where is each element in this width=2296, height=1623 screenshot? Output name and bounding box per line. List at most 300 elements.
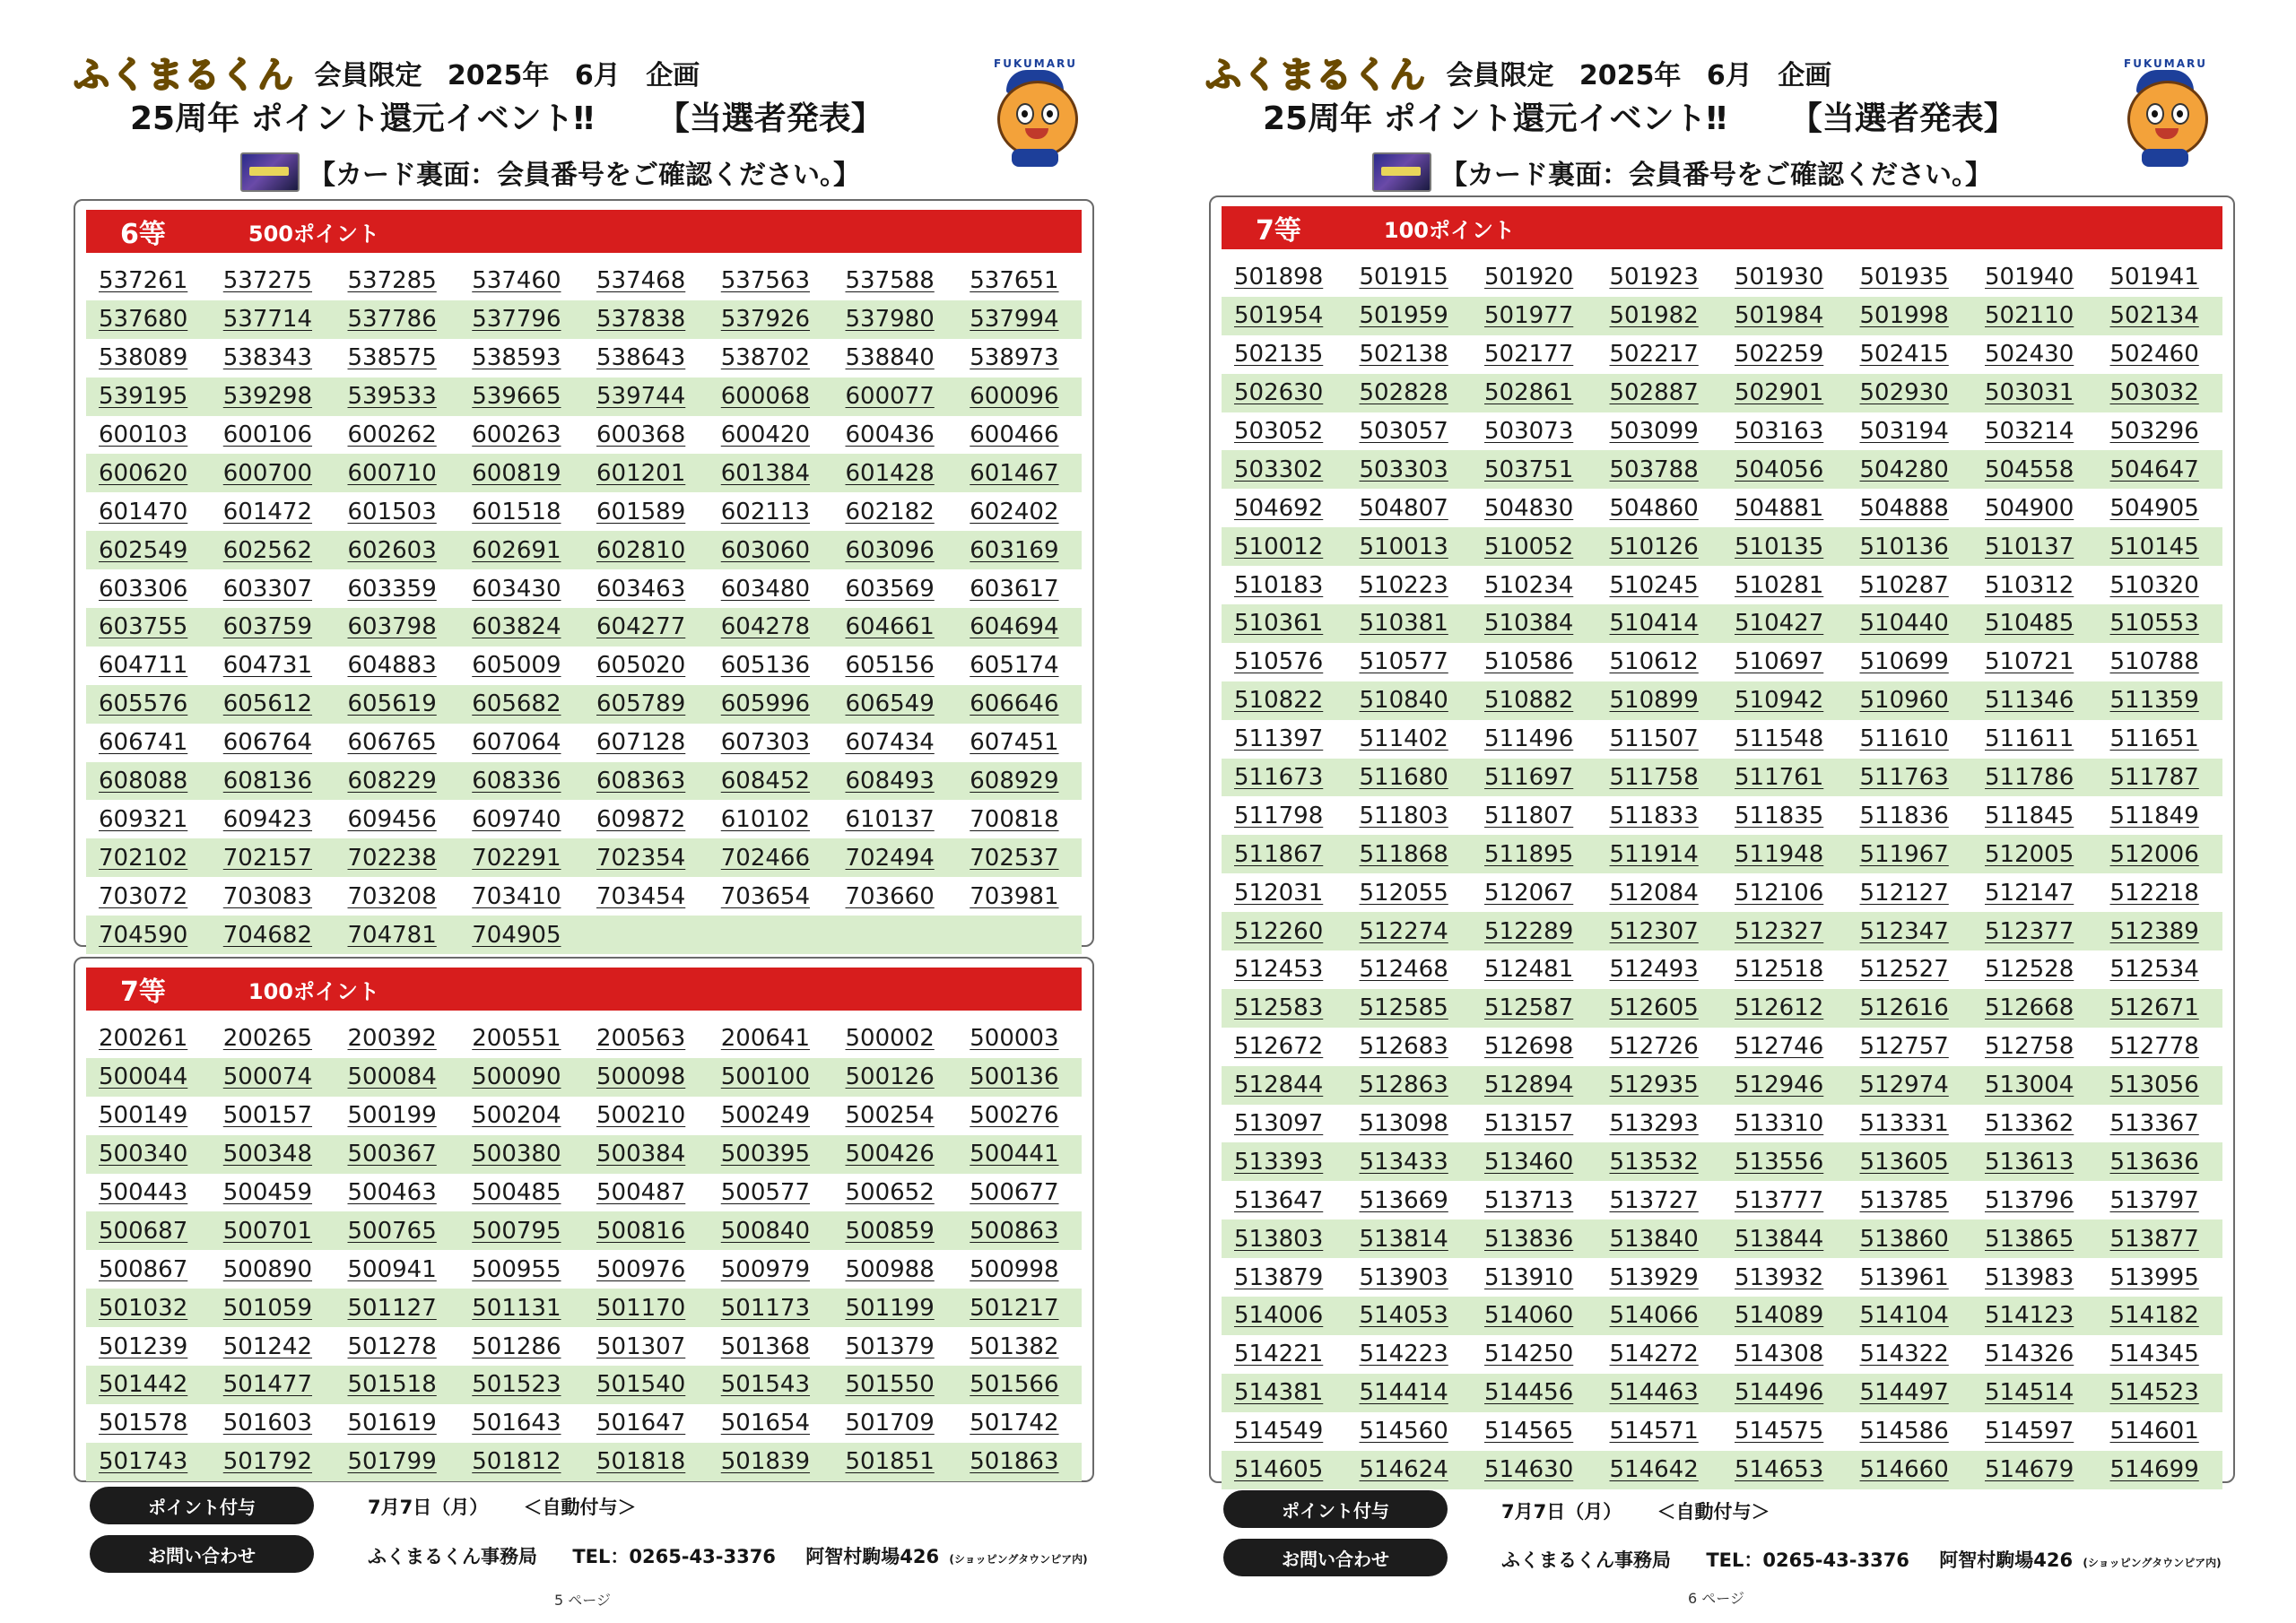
member-number: 512377 <box>1985 917 2074 945</box>
mascot-eye-left <box>2146 103 2164 125</box>
page-number-5: 5 ページ <box>554 1592 611 1609</box>
member-number: 537680 <box>99 306 188 334</box>
member-number: 513556 <box>1735 1148 1824 1176</box>
member-number: 513840 <box>1609 1225 1699 1253</box>
member-number: 603798 <box>347 613 437 641</box>
member-number: 605009 <box>472 652 561 680</box>
member-number: 513879 <box>1234 1263 1324 1291</box>
member-number: 503052 <box>1234 418 1324 445</box>
table-row <box>1222 527 2222 566</box>
member-number: 500426 <box>845 1141 935 1168</box>
member-number: 514624 <box>1359 1456 1448 1484</box>
page-6 <box>1148 0 2296 1623</box>
member-number: 501242 <box>222 1332 313 1360</box>
member-number: 514699 <box>2109 1456 2199 1484</box>
member-number: 500136 <box>970 1063 1059 1091</box>
member-number: 603359 <box>347 575 437 603</box>
member-number: 511402 <box>1359 725 1448 753</box>
member-number: 501307 <box>596 1332 686 1360</box>
member-number: 604883 <box>347 652 437 680</box>
member-number: 501923 <box>1609 264 1699 291</box>
member-number: 504558 <box>1985 456 2074 483</box>
member-number: 512668 <box>1985 994 2074 1022</box>
table-row <box>1222 1258 2222 1297</box>
member-number: 600068 <box>720 383 811 411</box>
office-address: 阿智村駒場426 <box>805 1546 940 1567</box>
table-row <box>1222 297 2222 335</box>
mascot-eye-right <box>2171 103 2189 125</box>
class6-points: 500ポイント <box>248 221 379 247</box>
member-number: 608336 <box>472 768 561 795</box>
member-number: 606764 <box>222 729 313 757</box>
class7-number-grid <box>86 1020 1082 1481</box>
office-address-note: (ショッピングタウンピア内) <box>2083 1557 2222 1569</box>
member-number: 603617 <box>970 575 1059 603</box>
member-number: 200563 <box>596 1025 686 1053</box>
member-number: 503751 <box>1484 456 1574 483</box>
member-number: 513056 <box>2109 1072 2199 1099</box>
member-number: 510012 <box>1234 533 1324 560</box>
table-row <box>86 1366 1082 1404</box>
member-number: 513797 <box>2109 1186 2199 1214</box>
table-row <box>1222 1066 2222 1105</box>
member-number: 510840 <box>1359 687 1448 715</box>
member-number: 501743 <box>99 1448 188 1476</box>
member-number: 605156 <box>845 652 935 680</box>
member-number: 501954 <box>1234 302 1324 330</box>
member-number: 600466 <box>970 421 1059 448</box>
member-number: 513669 <box>1359 1186 1448 1214</box>
member-number: 537838 <box>596 306 686 334</box>
member-number: 608493 <box>845 768 935 795</box>
member-number: 703072 <box>99 882 188 910</box>
member-number: 703454 <box>596 882 686 910</box>
member-number: 513929 <box>1609 1263 1699 1291</box>
member-number: 538643 <box>596 344 686 372</box>
table-row <box>1222 873 2222 912</box>
member-number: 603759 <box>222 613 313 641</box>
member-number: 512067 <box>1484 879 1574 907</box>
member-number: 510414 <box>1609 610 1699 638</box>
member-number: 511697 <box>1484 764 1574 792</box>
member-number: 608136 <box>222 768 313 795</box>
member-number: 510013 <box>1359 533 1448 560</box>
member-number: 500348 <box>222 1141 313 1168</box>
card-icon <box>1372 152 1431 192</box>
member-number: 603430 <box>472 575 561 603</box>
member-number: 503032 <box>2109 379 2199 407</box>
table-row <box>86 800 1082 838</box>
member-number: 703083 <box>222 882 313 910</box>
member-number: 601428 <box>845 459 935 487</box>
member-number: 510126 <box>1609 533 1699 560</box>
member-number: 500577 <box>720 1179 811 1206</box>
member-number: 513903 <box>1359 1263 1448 1291</box>
member-number: 501930 <box>1735 264 1824 291</box>
table-row <box>86 569 1082 608</box>
member-number: 601589 <box>596 498 686 525</box>
member-number: 512493 <box>1609 956 1699 984</box>
class7-number-grid <box>1222 258 2222 1489</box>
member-number: 513532 <box>1609 1148 1699 1176</box>
member-number: 500100 <box>720 1063 811 1091</box>
member-number: 537651 <box>970 267 1059 295</box>
member-number: 200392 <box>347 1025 437 1053</box>
member-number: 609872 <box>596 805 686 833</box>
member-number: 702354 <box>596 844 686 872</box>
member-number: 514653 <box>1735 1456 1824 1484</box>
header-plan: 企画 <box>1778 60 1832 91</box>
panel-class7 <box>1209 195 2235 1483</box>
points-award-info <box>368 1493 637 1520</box>
panel-class7 <box>74 957 1094 1482</box>
member-number: 514123 <box>1985 1302 2074 1330</box>
member-number: 601518 <box>472 498 561 525</box>
member-number: 702494 <box>845 844 935 872</box>
member-number: 500367 <box>347 1141 437 1168</box>
member-number: 510576 <box>1234 648 1324 676</box>
member-number: 504860 <box>1609 494 1699 522</box>
member-number: 500955 <box>472 1255 561 1283</box>
table-row <box>1222 681 2222 720</box>
member-number: 512672 <box>1234 1033 1324 1061</box>
member-number: 511680 <box>1359 764 1448 792</box>
mascot-feet <box>2142 149 2188 167</box>
member-number: 200261 <box>99 1025 188 1053</box>
member-number: 503194 <box>1859 418 1949 445</box>
member-number: 704905 <box>472 921 561 949</box>
member-number: 501647 <box>596 1410 686 1437</box>
member-number: 500210 <box>596 1102 686 1130</box>
member-number: 501920 <box>1484 264 1574 291</box>
header-line2 <box>1263 93 2016 139</box>
member-number: 511807 <box>1484 802 1574 829</box>
member-number: 603463 <box>596 575 686 603</box>
member-number: 538973 <box>970 344 1059 372</box>
member-number: 537275 <box>222 267 313 295</box>
member-number: 514497 <box>1859 1379 1949 1407</box>
member-number: 513362 <box>1985 1110 2074 1138</box>
member-number: 504056 <box>1735 456 1824 483</box>
member-number: 537468 <box>596 267 686 295</box>
mascot-icon <box>976 54 1094 170</box>
member-number: 514575 <box>1735 1418 1824 1445</box>
office-tel: TEL：0265-43-3376 <box>572 1546 776 1567</box>
member-number: 538575 <box>347 344 437 372</box>
member-number: 504647 <box>2109 456 2199 483</box>
member-number: 512863 <box>1359 1072 1448 1099</box>
table-row <box>1222 412 2222 451</box>
member-number: 512147 <box>1985 879 2074 907</box>
member-number: 606646 <box>970 690 1059 718</box>
member-number: 512726 <box>1609 1033 1699 1061</box>
member-number: 510381 <box>1359 610 1448 638</box>
points-note: ＜自動付与＞ <box>1657 1501 1770 1523</box>
member-number: 501368 <box>720 1332 811 1360</box>
member-number: 510135 <box>1735 533 1824 560</box>
member-number: 500487 <box>596 1179 686 1206</box>
table-row <box>1222 912 2222 950</box>
member-number: 513367 <box>2109 1110 2199 1138</box>
member-number: 608229 <box>347 768 437 795</box>
member-number: 513331 <box>1859 1110 1949 1138</box>
member-number: 510788 <box>2109 648 2199 676</box>
member-number: 703654 <box>720 882 811 910</box>
header-line2 <box>130 93 883 139</box>
member-number: 513004 <box>1985 1072 2074 1099</box>
mascot-eye-right <box>1041 103 1059 125</box>
member-number: 501959 <box>1359 302 1448 330</box>
member-number: 500441 <box>970 1141 1059 1168</box>
card-instruction: 【カード裏面：会員番号をご確認ください。】 <box>309 160 860 191</box>
header-year: 2025年 <box>1578 60 1682 91</box>
member-number: 602182 <box>845 498 935 525</box>
member-number: 500795 <box>472 1217 561 1245</box>
member-number: 511496 <box>1484 725 1574 753</box>
member-number: 601467 <box>970 459 1059 487</box>
member-number: 500976 <box>596 1255 686 1283</box>
member-number: 504280 <box>1859 456 1949 483</box>
mascot-label: FUKUMARU <box>994 57 1077 70</box>
header-month: 6月 <box>574 60 621 91</box>
brand-logo: ふくまるくん <box>1205 55 1426 96</box>
member-number: 513814 <box>1359 1225 1448 1253</box>
member-number: 513785 <box>1859 1186 1949 1214</box>
member-number: 501818 <box>596 1448 686 1476</box>
member-number: 500998 <box>970 1255 1059 1283</box>
header-month: 6月 <box>1706 60 1752 91</box>
member-number: 512528 <box>1985 956 2074 984</box>
header-year: 2025年 <box>447 60 550 91</box>
header-plan: 企画 <box>646 60 700 91</box>
member-number: 514221 <box>1234 1341 1324 1368</box>
member-number: 510612 <box>1609 648 1699 676</box>
member-number: 600700 <box>222 459 313 487</box>
member-number: 514601 <box>2109 1418 2199 1445</box>
member-number: 511835 <box>1735 802 1824 829</box>
member-number: 603096 <box>845 536 935 564</box>
member-number: 513777 <box>1735 1186 1824 1214</box>
member-number: 539744 <box>596 383 686 411</box>
points-date: 7月7日（月） <box>368 1497 489 1518</box>
member-number: 503296 <box>2109 418 2199 445</box>
member-number: 501199 <box>845 1294 935 1322</box>
member-number: 500384 <box>596 1141 686 1168</box>
office-address-note: (ショッピングタウンピア内) <box>949 1553 1088 1566</box>
member-number: 512757 <box>1859 1033 1949 1061</box>
member-number: 500443 <box>99 1179 188 1206</box>
table-row <box>86 262 1082 300</box>
member-number: 514560 <box>1359 1418 1448 1445</box>
member-number: 512974 <box>1859 1072 1949 1099</box>
member-number: 607451 <box>970 729 1059 757</box>
member-number: 500863 <box>970 1217 1059 1245</box>
member-number: 503057 <box>1359 418 1448 445</box>
class6-number-grid <box>86 262 1082 954</box>
table-row <box>86 1327 1082 1366</box>
member-number: 608929 <box>970 768 1059 795</box>
member-number: 501540 <box>596 1371 686 1399</box>
member-number: 501863 <box>970 1448 1059 1476</box>
member-number: 501982 <box>1609 302 1699 330</box>
member-number: 501898 <box>1234 264 1324 291</box>
member-number: 604278 <box>720 613 811 641</box>
member-number: 511548 <box>1735 725 1824 753</box>
member-number: 514308 <box>1735 1341 1824 1368</box>
member-number: 514565 <box>1484 1418 1574 1445</box>
member-number: 501941 <box>2109 264 2199 291</box>
table-row <box>86 1404 1082 1443</box>
member-number: 500485 <box>472 1179 561 1206</box>
member-number: 608088 <box>99 768 188 795</box>
member-number: 703208 <box>347 882 437 910</box>
member-number: 503214 <box>1985 418 2074 445</box>
table-row <box>1222 335 2222 374</box>
class7-band <box>1222 206 2222 249</box>
member-number: 514345 <box>2109 1341 2199 1368</box>
member-number: 604731 <box>222 652 313 680</box>
member-number: 512389 <box>2109 917 2199 945</box>
member-number: 605619 <box>347 690 437 718</box>
member-number: 511849 <box>2109 802 2199 829</box>
office-tel: TEL：0265-43-3376 <box>1706 1549 1909 1571</box>
member-number: 500340 <box>99 1141 188 1168</box>
member-number: 500249 <box>720 1102 811 1130</box>
mascot-label: FUKUMARU <box>2124 57 2207 70</box>
member-number: 539533 <box>347 383 437 411</box>
member-number: 501709 <box>845 1410 935 1437</box>
member-number: 603306 <box>99 575 188 603</box>
member-number: 200641 <box>720 1025 811 1053</box>
member-number: 502460 <box>2109 341 2199 369</box>
member-number: 511651 <box>2109 725 2199 753</box>
member-number: 602691 <box>472 536 561 564</box>
mascot-head <box>997 81 1078 158</box>
member-number: 504830 <box>1484 494 1574 522</box>
brand-logo: ふくまるくん <box>74 55 294 96</box>
member-number: 501170 <box>596 1294 686 1322</box>
member-number: 601201 <box>596 459 686 487</box>
member-number: 501523 <box>472 1371 561 1399</box>
member-number: 500677 <box>970 1179 1059 1206</box>
table-row <box>86 339 1082 378</box>
member-number: 703981 <box>970 882 1059 910</box>
table-row <box>1222 1219 2222 1258</box>
member-number: 511787 <box>2109 764 2199 792</box>
office-address: 阿智村駒場426 <box>1939 1549 2074 1571</box>
member-number: 502259 <box>1735 341 1824 369</box>
member-number: 600096 <box>970 383 1059 411</box>
member-number: 704682 <box>222 921 313 949</box>
member-number: 605576 <box>99 690 188 718</box>
member-number: 510145 <box>2109 533 2199 560</box>
member-number: 510223 <box>1359 571 1448 599</box>
member-number: 603480 <box>720 575 811 603</box>
member-number: 510882 <box>1484 687 1574 715</box>
header-members: 会員限定 <box>1446 60 1554 91</box>
contact-info <box>1501 1546 2222 1573</box>
member-number: 514326 <box>1985 1341 2074 1368</box>
class7-label: 7等 <box>1256 215 1301 247</box>
member-number: 500687 <box>99 1217 188 1245</box>
member-number: 512106 <box>1735 879 1824 907</box>
member-number: 502828 <box>1359 379 1448 407</box>
member-number: 513097 <box>1234 1110 1324 1138</box>
member-number: 512453 <box>1234 956 1324 984</box>
member-number: 514414 <box>1359 1379 1448 1407</box>
member-number: 514089 <box>1735 1302 1824 1330</box>
member-number: 500254 <box>845 1102 935 1130</box>
member-number: 538702 <box>720 344 811 372</box>
member-number: 502901 <box>1735 379 1824 407</box>
member-number: 501742 <box>970 1410 1059 1437</box>
member-number: 512274 <box>1359 917 1448 945</box>
member-number: 607303 <box>720 729 811 757</box>
member-number: 514250 <box>1484 1341 1574 1368</box>
member-number: 513098 <box>1359 1110 1448 1138</box>
member-number: 510899 <box>1609 687 1699 715</box>
member-number: 512527 <box>1859 956 1949 984</box>
member-number: 510384 <box>1484 610 1574 638</box>
member-number: 510697 <box>1735 648 1824 676</box>
member-number: 512844 <box>1234 1072 1324 1099</box>
header-line3 <box>1372 152 1992 192</box>
member-number: 600106 <box>222 421 313 448</box>
member-number: 513613 <box>1985 1148 2074 1176</box>
member-number: 514456 <box>1484 1379 1574 1407</box>
member-number: 702537 <box>970 844 1059 872</box>
member-number: 514381 <box>1234 1379 1324 1407</box>
member-number: 511867 <box>1234 840 1324 868</box>
event-title: 25周年 ポイント還元イベント‼ <box>1263 100 1727 137</box>
member-number: 511758 <box>1609 764 1699 792</box>
member-number: 511346 <box>1985 687 2074 715</box>
member-number: 513293 <box>1609 1110 1699 1138</box>
member-number: 514104 <box>1859 1302 1949 1330</box>
member-number: 501550 <box>845 1371 935 1399</box>
member-number: 511836 <box>1859 802 1949 829</box>
member-number: 537926 <box>720 306 811 334</box>
member-number: 609456 <box>347 805 437 833</box>
member-number: 501477 <box>222 1371 313 1399</box>
member-number: 513605 <box>1859 1148 1949 1176</box>
mascot-mouth <box>1025 128 1048 139</box>
member-number: 503073 <box>1484 418 1574 445</box>
member-number: 511798 <box>1234 802 1324 829</box>
member-number: 512585 <box>1359 994 1448 1022</box>
member-number: 512005 <box>1985 840 2074 868</box>
member-number: 512218 <box>2109 879 2199 907</box>
table-row <box>1222 1105 2222 1143</box>
member-number: 514463 <box>1609 1379 1699 1407</box>
member-number: 512671 <box>2109 994 2199 1022</box>
table-row <box>1222 1297 2222 1335</box>
member-number: 500074 <box>222 1063 313 1091</box>
member-number: 514605 <box>1234 1456 1324 1484</box>
table-row <box>86 454 1082 492</box>
member-number: 512946 <box>1735 1072 1824 1099</box>
table-row <box>1222 1451 2222 1489</box>
member-number: 501984 <box>1735 302 1824 330</box>
member-number: 512347 <box>1859 917 1949 945</box>
member-number: 539298 <box>222 383 313 411</box>
table-row <box>86 1135 1082 1174</box>
table-row <box>86 300 1082 339</box>
member-number: 603824 <box>472 613 561 641</box>
member-number: 605174 <box>970 652 1059 680</box>
member-number: 513433 <box>1359 1148 1448 1176</box>
table-row <box>86 1250 1082 1289</box>
